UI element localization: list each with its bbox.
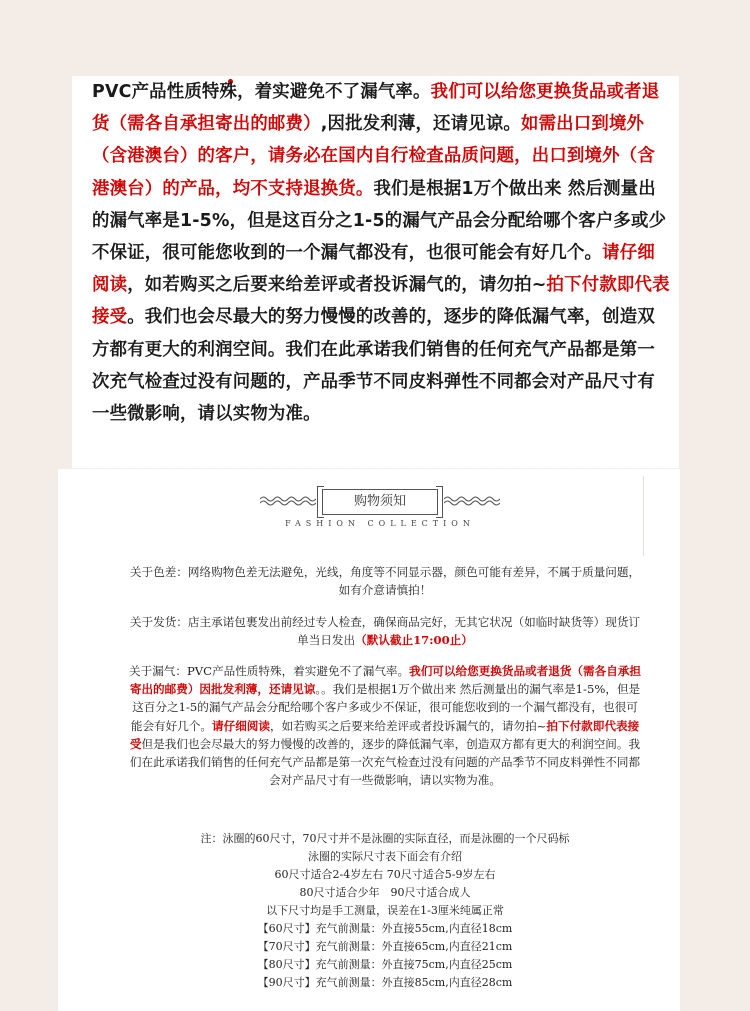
size-note-line: 【90尺寸】充气前测量：外直接85cm,内直径28cm	[257, 976, 513, 989]
size-note-line: 【60尺寸】充气前测量：外直接55cm,内直径18cm	[257, 922, 513, 935]
notice-sentence: PVC产品性质特殊，着实避免不了漏气率。	[92, 82, 431, 102]
size-note-line: 【80尺寸】充气前测量：外直接75cm,内直径25cm	[257, 958, 513, 971]
leak-note	[128, 662, 642, 789]
leak-text: 但是我们也会尽最大的努力慢慢的改善的，逐步的降低漏气率，创造双方都有更大的利润空间。我们在此承诺我们销售的任何充气产品都是第一次充气检查过没有问题的产品季节不同皮料弹性不同都会对产品尺寸有一些微影响，请以实物为准。	[129, 736, 641, 788]
notice-sentence: 。我们也会尽最大的努力慢慢的改善的，逐步的降低漏气率，创造双方都有更大的利润空间。我们在此承诺我们销售的任何充气产品都是第一次充气检查过没有问题的，产品季节不同皮料弹性不同都会对产品尺寸有一些微影响，请以实物为准。	[92, 307, 655, 425]
notice-red-sentence: 我们可以给您更换货品或者退货（需各自承担寄出的邮费）	[92, 82, 660, 135]
color-difference-note: 关于色差：网络购物色差无法避免，光线，角度等不同显示器，颜色可能有差异，不属于质量问题，如有介意请慎拍！	[129, 565, 641, 598]
guide-title-ornament	[260, 489, 500, 515]
size-note-line: 80尺寸适合少年 90尺寸适合成人	[299, 886, 471, 899]
leak-text: ，如若购买之后要来给差评或者投诉漏气的，请勿拍~	[270, 718, 547, 733]
notice-sentence: ，如若购买之后要来给差评或者投诉漏气的，请勿拍~	[127, 275, 547, 296]
size-notes	[128, 830, 642, 992]
guide-subtitle: FASHION COLLECTION	[285, 519, 475, 528]
size-note-line: 以下尺寸均是手工测量，误差在1-3厘米纯属正常	[266, 904, 504, 917]
divider	[643, 476, 644, 556]
guide-title: 购物须知	[322, 489, 438, 515]
size-note-line: 60尺寸适合2-4岁左右 70尺寸适合5-9岁左右	[274, 868, 496, 881]
size-note-line: 【70尺寸】充气前测量：外直接65cm,内直径21cm	[257, 940, 513, 953]
notice-red-sentence: 拍下付款即代表接受	[92, 275, 670, 328]
leak-red-text: 请仔细阅读	[212, 718, 270, 733]
leak-text: 关于漏气：PVC产品性质特殊，着实避免不了漏气率。	[129, 664, 410, 678]
leak-red-text: 拍下付款即代表接受	[129, 718, 640, 751]
size-note-line: 注：泳圈的60尺寸，70尺寸并不是泳圈的实际直径，而是泳圈的一个尺码标	[200, 832, 570, 845]
wave-ornament-right-icon	[444, 495, 500, 507]
notice-red-sentence: 如需出口到境外（含港澳台）的客户，请务必在国内自行检查品质问题，出口到境外（含港澳台）的产品，均不支持退换货。	[92, 114, 655, 199]
shipping-note	[128, 613, 642, 649]
wave-ornament-left-icon	[260, 495, 316, 507]
notice-red-sentence: 请仔细阅读	[92, 243, 655, 296]
size-note-line: 泳圈的实际尺寸表下面会有介绍	[308, 850, 462, 863]
leak-red-text: 我们可以给您更换货品或者退货（需各自承担寄出的邮费）因批发利薄，还请见谅	[129, 664, 641, 697]
shipping-text: 关于发货：店主承诺包裹发出前经过专人检查，确保商品完好，无其它状况（如临时缺货等）现货订单当日发出	[129, 615, 641, 648]
notice-sentence: 我们是根据1万个做出来 然后测量出的漏气率是1-5%，但是这百分之1-5的漏气产品会分配给哪个客户多或少不保证，很可能您收到的一个漏气都没有，也很可能会有好几个。	[92, 178, 667, 264]
leak-text: 。。我们是根据1万个做出来 然后测量出的漏气率是1-5%，但是这百分之1-5的漏气产品会分配给哪个客户多或少不保证，很可能您收到的一个漏气都没有，也很可能会有好几个。	[130, 682, 641, 733]
shipping-cutoff: （默认截止17:00止）	[355, 633, 473, 648]
leak-notice-text	[92, 76, 672, 430]
notice-sentence: ,因批发利薄，还请见谅。	[320, 114, 521, 135]
